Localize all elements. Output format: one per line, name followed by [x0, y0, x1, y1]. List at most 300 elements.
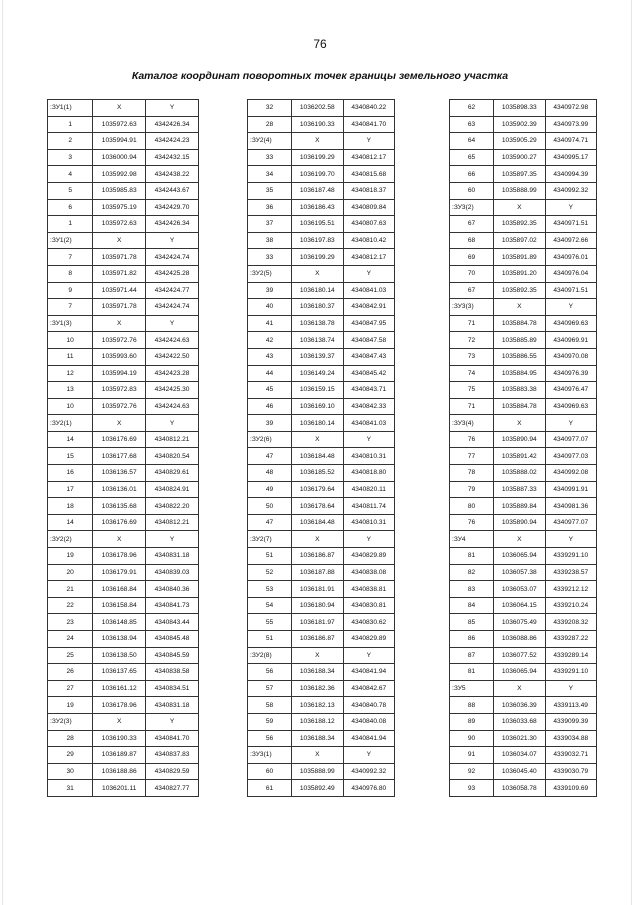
x-column-header: X: [93, 232, 146, 249]
point-number: 40: [248, 299, 292, 316]
y-coordinate: 4340841.70: [343, 116, 394, 133]
table-row: [48, 664, 199, 681]
x-coordinate: 1036186.87: [292, 548, 343, 565]
y-coordinate: 4342424.23: [146, 133, 199, 150]
parcel-label: :ЗУ2(2): [48, 531, 93, 548]
point-number: 44: [248, 365, 292, 382]
table-row: [248, 182, 395, 199]
y-coordinate: 4340994.39: [545, 166, 596, 183]
point-number: 47: [248, 514, 292, 531]
point-number: 39: [248, 415, 292, 432]
table-row: [450, 265, 597, 282]
x-column-header: X: [494, 531, 545, 548]
x-coordinate: 1036178.64: [292, 498, 343, 515]
x-coordinate: 1036188.86: [93, 763, 146, 780]
y-coordinate: 4340992.32: [343, 763, 394, 780]
y-column-header: Y: [343, 747, 394, 764]
y-coordinate: 4340841.94: [343, 730, 394, 747]
y-column-header: Y: [343, 431, 394, 448]
y-coordinate: 4340976.01: [545, 249, 596, 266]
coordinate-table-column-3: [449, 99, 597, 797]
table-row: [48, 265, 199, 282]
table-row: [48, 680, 199, 697]
x-coordinate: 1035886.55: [494, 348, 545, 365]
point-number: 18: [48, 498, 93, 515]
point-number: 55: [248, 614, 292, 631]
parcel-header-row: [450, 299, 597, 316]
table-row: [450, 664, 597, 681]
x-coordinate: 1036180.14: [292, 282, 343, 299]
parcel-label: :ЗУ2(7): [248, 531, 292, 548]
point-number: 54: [248, 597, 292, 614]
x-coordinate: 1036057.38: [494, 564, 545, 581]
x-coordinate: 1036158.84: [93, 597, 146, 614]
y-coordinate: 4339289.14: [545, 647, 596, 664]
y-coordinate: 4340810.31: [343, 514, 394, 531]
y-coordinate: 4340843.71: [343, 382, 394, 399]
point-number: 33: [248, 249, 292, 266]
table-row: [48, 348, 199, 365]
y-column-header: Y: [343, 265, 394, 282]
y-coordinate: 4340974.71: [545, 133, 596, 150]
x-coordinate: 1035975.19: [93, 199, 146, 216]
y-column-header: Y: [146, 315, 199, 332]
x-coordinate: 1036065.94: [494, 664, 545, 681]
x-coordinate: 1035971.44: [93, 282, 146, 299]
table-row: [450, 514, 597, 531]
table-row: [48, 398, 199, 415]
x-coordinate: 1036178.96: [93, 697, 146, 714]
point-number: 1: [48, 116, 93, 133]
y-coordinate: 4340841.73: [146, 597, 199, 614]
y-coordinate: 4340845.42: [343, 365, 394, 382]
y-coordinate: 4340812.17: [343, 249, 394, 266]
y-coordinate: 4340969.91: [545, 332, 596, 349]
y-coordinate: 4340840.36: [146, 581, 199, 598]
x-coordinate: 1035994.91: [93, 133, 146, 150]
point-number: 14: [48, 431, 93, 448]
table-row: [450, 365, 597, 382]
table-row: [48, 332, 199, 349]
table-row: [48, 647, 199, 664]
x-coordinate: 1036136.01: [93, 481, 146, 498]
y-coordinate: 4340981.36: [545, 498, 596, 515]
y-coordinate: 4340841.03: [343, 415, 394, 432]
x-coordinate: 1036202.58: [292, 100, 343, 117]
y-coordinate: 4342424.74: [146, 249, 199, 266]
point-number: 8: [48, 265, 93, 282]
y-coordinate: 4339212.12: [545, 581, 596, 598]
y-coordinate: 4340992.08: [545, 465, 596, 482]
parcel-label: :ЗУ3(3): [450, 299, 494, 316]
y-coordinate: 4340842.91: [343, 299, 394, 316]
table-row: [248, 730, 395, 747]
point-number: 38: [248, 232, 292, 249]
table-row: [248, 697, 395, 714]
y-coordinate: 4340812.17: [343, 149, 394, 166]
point-number: 19: [48, 548, 93, 565]
x-coordinate: 1035971.78: [93, 249, 146, 266]
x-coordinate: 1036181.97: [292, 614, 343, 631]
table-row: [450, 780, 597, 797]
x-coordinate: 1036058.78: [494, 780, 545, 797]
y-coordinate: 4340829.89: [343, 548, 394, 565]
x-coordinate: 1036182.36: [292, 680, 343, 697]
y-coordinate: 4340969.63: [545, 315, 596, 332]
table-row: [450, 166, 597, 183]
y-coordinate: 4340845.48: [146, 631, 199, 648]
x-coordinate: 1035994.19: [93, 365, 146, 382]
point-number: 70: [450, 265, 494, 282]
x-coordinate: 1035972.76: [93, 398, 146, 415]
table-row: [48, 581, 199, 598]
point-number: 66: [450, 166, 494, 183]
point-number: 75: [450, 382, 494, 399]
x-coordinate: 1035972.63: [93, 116, 146, 133]
y-coordinate: 4340972.98: [545, 100, 596, 117]
table-row: [48, 182, 199, 199]
y-coordinate: 4340971.51: [545, 282, 596, 299]
parcel-header-row: [450, 415, 597, 432]
parcel-label: :ЗУ3(2): [450, 199, 494, 216]
table-row: [48, 149, 199, 166]
point-number: 74: [450, 365, 494, 382]
x-column-header: X: [494, 299, 545, 316]
parcel-header-row: [48, 232, 199, 249]
y-coordinate: 4339238.57: [545, 564, 596, 581]
table-row: [248, 100, 395, 117]
point-number: 89: [450, 713, 494, 730]
x-column-header: X: [292, 647, 343, 664]
table-row: [450, 697, 597, 714]
table-row: [48, 498, 199, 515]
table-row: [48, 166, 199, 183]
table-row: [450, 116, 597, 133]
point-number: 64: [450, 133, 494, 150]
x-column-header: X: [292, 747, 343, 764]
point-number: 69: [450, 249, 494, 266]
table-row: [248, 763, 395, 780]
x-coordinate: 1035972.76: [93, 332, 146, 349]
point-number: 85: [450, 614, 494, 631]
x-column-header: X: [292, 531, 343, 548]
point-number: 39: [248, 282, 292, 299]
x-coordinate: 1035971.82: [93, 265, 146, 282]
point-number: 33: [248, 149, 292, 166]
table-row: [248, 382, 395, 399]
point-number: 4: [48, 166, 93, 183]
x-coordinate: 1035889.84: [494, 498, 545, 515]
table-row: [450, 315, 597, 332]
point-number: 72: [450, 332, 494, 349]
y-coordinate: 4340829.89: [343, 631, 394, 648]
y-coordinate: 4342438.22: [146, 166, 199, 183]
table-row: [248, 448, 395, 465]
point-number: 1: [48, 216, 93, 233]
x-coordinate: 1035992.98: [93, 166, 146, 183]
point-number: 61: [248, 780, 292, 797]
y-coordinate: 4342426.34: [146, 216, 199, 233]
table-row: [450, 332, 597, 349]
point-number: 73: [450, 348, 494, 365]
y-column-header: Y: [545, 415, 596, 432]
table-row: [48, 133, 199, 150]
x-coordinate: 1035890.94: [494, 514, 545, 531]
point-number: 14: [48, 514, 93, 531]
y-coordinate: 4340822.20: [146, 498, 199, 515]
table-row: [248, 149, 395, 166]
point-number: 81: [450, 548, 494, 565]
table-row: [450, 232, 597, 249]
point-number: 12: [48, 365, 93, 382]
y-coordinate: 4340991.91: [545, 481, 596, 498]
table-row: [450, 282, 597, 299]
x-coordinate: 1035883.38: [494, 382, 545, 399]
table-row: [450, 564, 597, 581]
y-coordinate: 4340845.59: [146, 647, 199, 664]
y-column-header: Y: [146, 531, 199, 548]
y-coordinate: 4340834.51: [146, 680, 199, 697]
y-coordinate: 4342424.74: [146, 299, 199, 316]
y-coordinate: 4340972.66: [545, 232, 596, 249]
y-coordinate: 4339113.49: [545, 697, 596, 714]
y-coordinate: 4340831.18: [146, 548, 199, 565]
point-number: 71: [450, 315, 494, 332]
point-number: 56: [248, 664, 292, 681]
parcel-header-row: [248, 531, 395, 548]
x-coordinate: 1035884.78: [494, 315, 545, 332]
x-coordinate: 1036045.40: [494, 763, 545, 780]
y-coordinate: 4340829.61: [146, 465, 199, 482]
scan-edge-left: [2, 0, 3, 905]
parcel-header-row: [450, 199, 597, 216]
parcel-header-row: [450, 531, 597, 548]
point-number: 41: [248, 315, 292, 332]
y-coordinate: 4340847.95: [343, 315, 394, 332]
point-number: 28: [48, 730, 93, 747]
y-coordinate: 4340977.07: [545, 431, 596, 448]
page-number: 76: [313, 37, 327, 51]
y-coordinate: 4339210.24: [545, 597, 596, 614]
y-coordinate: 4339291.10: [545, 664, 596, 681]
y-coordinate: 4340809.84: [343, 199, 394, 216]
point-number: 78: [450, 465, 494, 482]
y-coordinate: 4340976.39: [545, 365, 596, 382]
y-coordinate: 4340820.11: [343, 481, 394, 498]
point-number: 84: [450, 597, 494, 614]
y-coordinate: 4340810.31: [343, 448, 394, 465]
y-coordinate: 4340838.58: [146, 664, 199, 681]
y-coordinate: 4340971.51: [545, 216, 596, 233]
y-coordinate: 4340818.37: [343, 182, 394, 199]
x-column-header: X: [494, 199, 545, 216]
x-coordinate: 1036149.24: [292, 365, 343, 382]
table-row: [48, 216, 199, 233]
point-number: 51: [248, 631, 292, 648]
x-coordinate: 1036000.94: [93, 149, 146, 166]
point-number: 16: [48, 465, 93, 482]
x-coordinate: 1036189.87: [93, 747, 146, 764]
x-coordinate: 1036065.94: [494, 548, 545, 565]
table-row: [450, 597, 597, 614]
x-coordinate: 1036187.88: [292, 564, 343, 581]
x-coordinate: 1036021.30: [494, 730, 545, 747]
point-number: 32: [248, 100, 292, 117]
point-number: 67: [450, 216, 494, 233]
point-number: 13: [48, 382, 93, 399]
table-row: [248, 514, 395, 531]
table-row: [450, 431, 597, 448]
y-coordinate: 4340970.08: [545, 348, 596, 365]
table-row: [450, 548, 597, 565]
table-row: [48, 747, 199, 764]
parcel-label: :ЗУ2(3): [48, 713, 93, 730]
point-number: 26: [48, 664, 93, 681]
point-number: 27: [48, 680, 93, 697]
parcel-label: :ЗУ2(5): [248, 265, 292, 282]
x-coordinate: 1036190.33: [93, 730, 146, 747]
point-number: 60: [450, 182, 494, 199]
y-coordinate: 4340976.04: [545, 265, 596, 282]
y-column-header: Y: [343, 133, 394, 150]
x-coordinate: 1035887.33: [494, 481, 545, 498]
table-row: [48, 597, 199, 614]
x-coordinate: 1035891.42: [494, 448, 545, 465]
table-row: [450, 581, 597, 598]
y-coordinate: 4340830.81: [343, 597, 394, 614]
parcel-header-row: [48, 713, 199, 730]
parcel-header-row: [450, 680, 597, 697]
y-coordinate: 4340841.94: [343, 664, 394, 681]
x-coordinate: 1035888.99: [292, 763, 343, 780]
x-coordinate: 1036178.96: [93, 548, 146, 565]
point-number: 31: [48, 780, 93, 797]
parcel-header-row: [48, 415, 199, 432]
x-coordinate: 1036034.07: [494, 747, 545, 764]
y-coordinate: 4340818.80: [343, 465, 394, 482]
table-row: [48, 282, 199, 299]
table-row: [450, 182, 597, 199]
point-number: 22: [48, 597, 93, 614]
table-row: [248, 332, 395, 349]
y-coordinate: 4340838.81: [343, 581, 394, 598]
parcel-header-row: [248, 747, 395, 764]
x-column-header: X: [292, 265, 343, 282]
x-coordinate: 1035972.83: [93, 382, 146, 399]
table-row: [450, 763, 597, 780]
table-row: [450, 249, 597, 266]
y-coordinate: 4342424.77: [146, 282, 199, 299]
point-number: 15: [48, 448, 93, 465]
point-number: 65: [450, 149, 494, 166]
scan-edge-right: [631, 0, 632, 905]
x-coordinate: 1035993.60: [93, 348, 146, 365]
table-row: [248, 249, 395, 266]
x-coordinate: 1036159.15: [292, 382, 343, 399]
table-row: [48, 299, 199, 316]
x-coordinate: 1035892.35: [494, 282, 545, 299]
table-row: [48, 481, 199, 498]
x-column-header: X: [93, 531, 146, 548]
point-number: 11: [48, 348, 93, 365]
table-row: [450, 647, 597, 664]
x-coordinate: 1035891.89: [494, 249, 545, 266]
x-coordinate: 1036138.74: [292, 332, 343, 349]
point-number: 37: [248, 216, 292, 233]
y-column-header: Y: [545, 299, 596, 316]
y-coordinate: 4342443.67: [146, 182, 199, 199]
point-number: 7: [48, 249, 93, 266]
point-number: 63: [450, 116, 494, 133]
table-row: [450, 100, 597, 117]
y-coordinate: 4339109.69: [545, 780, 596, 797]
y-coordinate: 4340977.07: [545, 514, 596, 531]
point-number: 28: [248, 116, 292, 133]
point-number: 7: [48, 299, 93, 316]
y-coordinate: 4342424.63: [146, 332, 199, 349]
point-number: 21: [48, 581, 93, 598]
x-coordinate: 1036179.91: [93, 564, 146, 581]
x-coordinate: 1035884.95: [494, 365, 545, 382]
x-coordinate: 1035892.35: [494, 216, 545, 233]
parcel-header-row: [248, 431, 395, 448]
table-row: [450, 747, 597, 764]
table-row: [450, 498, 597, 515]
y-coordinate: 4340973.99: [545, 116, 596, 133]
y-coordinate: 4340840.08: [343, 713, 394, 730]
table-row: [248, 216, 395, 233]
point-number: 68: [450, 232, 494, 249]
parcel-label: :ЗУ1(1): [48, 100, 93, 117]
y-coordinate: 4340815.68: [343, 166, 394, 183]
table-row: [48, 249, 199, 266]
x-coordinate: 1035972.63: [93, 216, 146, 233]
y-coordinate: 4340829.59: [146, 763, 199, 780]
point-number: 34: [248, 166, 292, 183]
x-coordinate: 1036188.34: [292, 664, 343, 681]
point-number: 71: [450, 398, 494, 415]
parcel-header-row: [248, 133, 395, 150]
x-coordinate: 1036199.29: [292, 149, 343, 166]
table-row: [48, 514, 199, 531]
y-coordinate: 4340847.58: [343, 332, 394, 349]
y-coordinate: 4340992.32: [545, 182, 596, 199]
point-number: 19: [48, 697, 93, 714]
table-row: [48, 465, 199, 482]
table-row: [450, 631, 597, 648]
x-column-header: X: [494, 415, 545, 432]
point-number: 88: [450, 697, 494, 714]
parcel-label: :ЗУ3(4): [450, 415, 494, 432]
table-row: [48, 365, 199, 382]
parcel-label: :ЗУ3(1): [248, 747, 292, 764]
x-coordinate: 1035888.02: [494, 465, 545, 482]
point-number: 80: [450, 498, 494, 515]
point-number: 6: [48, 199, 93, 216]
point-number: 52: [248, 564, 292, 581]
table-row: [48, 564, 199, 581]
x-coordinate: 1036139.37: [292, 348, 343, 365]
y-coordinate: 4340820.54: [146, 448, 199, 465]
y-coordinate: 4340977.03: [545, 448, 596, 465]
x-coordinate: 1036169.10: [292, 398, 343, 415]
y-column-header: Y: [545, 680, 596, 697]
x-coordinate: 1035897.02: [494, 232, 545, 249]
x-column-header: X: [292, 431, 343, 448]
table-row: [248, 680, 395, 697]
x-coordinate: 1035891.20: [494, 265, 545, 282]
x-coordinate: 1035890.94: [494, 431, 545, 448]
